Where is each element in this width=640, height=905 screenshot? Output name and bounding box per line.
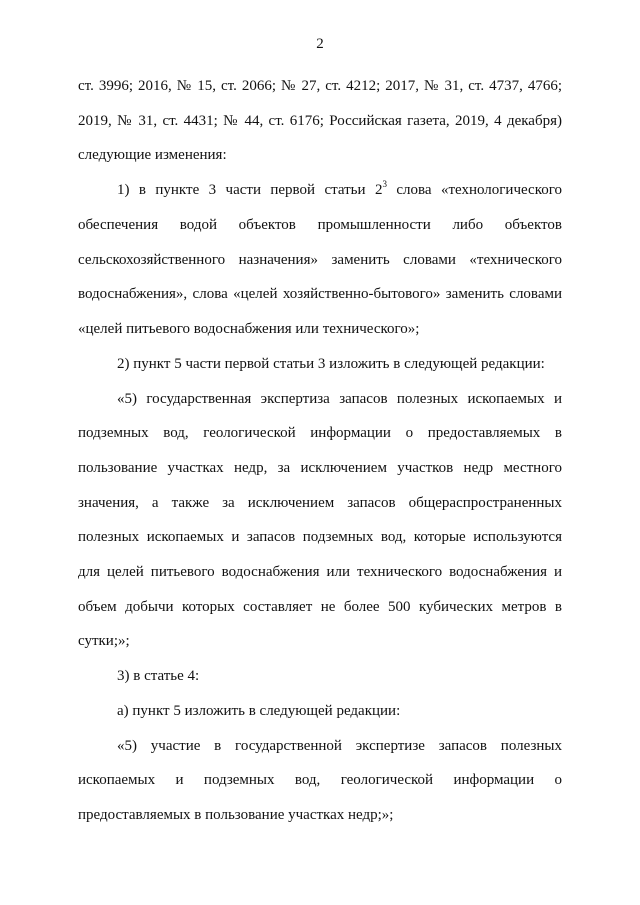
text-line: объем добычи которых составляет не более 500 кубических метров в xyxy=(78,599,562,615)
text-line: для целей питьевого водоснабжения или технического водоснабжения и xyxy=(78,564,562,580)
text-fragment: слова «технологического xyxy=(386,182,563,198)
text-line: водоснабжения», слова «целей хозяйственно-бытового» заменить словами xyxy=(78,286,562,302)
page-number: 2 xyxy=(316,36,324,52)
text-line: полезных ископаемых и запасов подземных вод, которые используются xyxy=(78,529,562,545)
text-line: предоставляемых в пользование участках недр;»; xyxy=(78,807,394,823)
text-line xyxy=(117,181,562,199)
superscript: 3 xyxy=(382,179,387,189)
text-line: «целей питьевого водоснабжения или технического»; xyxy=(78,321,420,337)
text-line: «5) государственная экспертиза запасов полезных ископаемых и xyxy=(117,391,562,407)
text-line: 2019, № 31, ст. 4431; № 44, ст. 6176; Российская газета, 2019, 4 декабря) xyxy=(78,113,562,129)
text-line: а) пункт 5 изложить в следующей редакции: xyxy=(117,703,401,719)
text-line: обеспечения водой объектов промышленности либо объектов xyxy=(78,217,562,233)
text-line: ископаемых и подземных вод, геологической информации о xyxy=(78,772,562,788)
text-line: значения, а также за исключением запасов общераспространенных xyxy=(78,495,562,511)
text-line: 2) пункт 5 части первой статьи 3 изложить в следующей редакции: xyxy=(117,356,545,372)
text-line: сельскохозяйственного назначения» заменить словами «технического xyxy=(78,252,562,268)
text-line: пользование участках недр, за исключением участков недр местного xyxy=(78,460,562,476)
text-fragment: 1) в пункте 3 части первой статьи 2 xyxy=(117,182,383,198)
text-line: ст. 3996; 2016, № 15, ст. 2066; № 27, ст. 4212; 2017, № 31, ст. 4737, 4766; xyxy=(78,78,562,94)
text-line: сутки;»; xyxy=(78,633,130,649)
text-line: «5) участие в государственной экспертизе запасов полезных xyxy=(117,738,562,754)
text-line: 3) в статье 4: xyxy=(117,668,200,684)
text-line: следующие изменения: xyxy=(78,147,227,163)
text-line: подземных вод, геологической информации о предоставляемых в xyxy=(78,425,562,441)
